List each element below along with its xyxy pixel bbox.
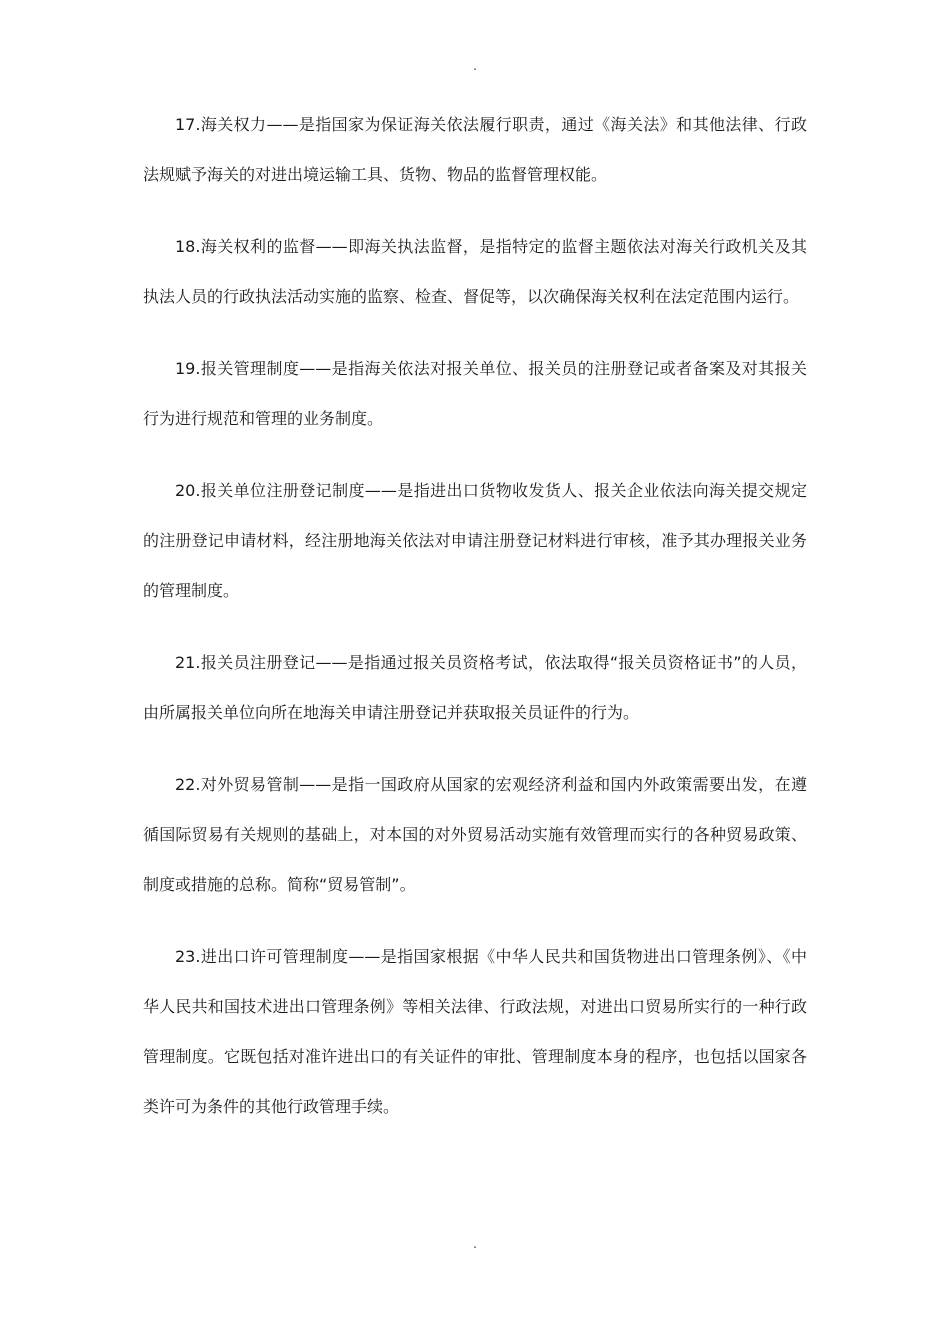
paragraph-19: 19.报关管理制度——是指海关依法对报关单位、报关员的注册登记或者备案及对其报关行为进行规范和管理的业务制度。: [143, 359, 807, 428]
paragraph-20: 20.报关单位注册登记制度——是指进出口货物收发货人、报关企业依法向海关提交规定的注册登记申请材料，经注册地海关依法对申请注册登记材料进行审核，准予其办理报关业务的管理制度。: [143, 481, 807, 600]
document-body: [143, 100, 807, 1132]
page-bottom-mark: .: [473, 1237, 477, 1251]
paragraph-23: 23.进出口许可管理制度——是指国家根据《中华人民共和国货物进出口管理条例》、《中华人民共和国技术进出口管理条例》等相关法律、行政法规，对进出口贸易所实行的一种行政管理制度。它既包括对准许进出口的有关证件的审批、管理制度本身的程序，也包括以国家各类许可为条件的其他行政管理手续。: [143, 947, 807, 1116]
paragraph-21: 21.报关员注册登记——是指通过报关员资格考试，依法取得“报关员资格证书”的人员，由所属报关单位向所在地海关申请注册登记并获取报关员证件的行为。: [143, 653, 807, 722]
paragraph-22: 22.对外贸易管制——是指一国政府从国家的宏观经济利益和国内外政策需要出发，在遵循国际贸易有关规则的基础上，对本国的对外贸易活动实施有效管理而实行的各种贸易政策、制度或措施的总称。简称“贸易管制”。: [143, 775, 807, 894]
page-top-mark: .: [473, 59, 477, 73]
paragraph-17: 17.海关权力——是指国家为保证海关依法履行职责，通过《海关法》和其他法律、行政法规赋予海关的对进出境运输工具、货物、物品的监督管理权能。: [143, 115, 807, 184]
paragraph-18: 18.海关权利的监督——即海关执法监督，是指特定的监督主题依法对海关行政机关及其执法人员的行政执法活动实施的监察、检查、督促等，以次确保海关权利在法定范围内运行。: [143, 237, 807, 306]
